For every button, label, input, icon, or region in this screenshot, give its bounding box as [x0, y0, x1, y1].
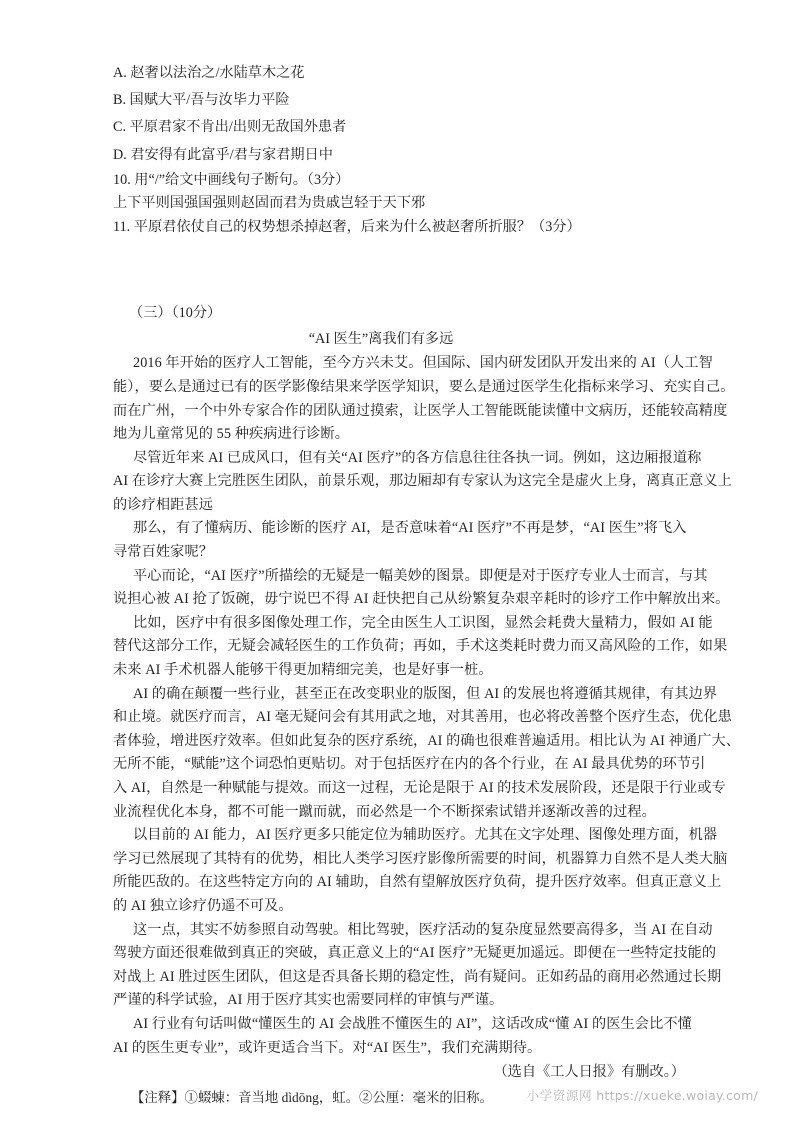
- paragraph-line: 和止境。就医疗而言，AI 毫无疑问会有其用武之地，对其善用，也必将改善整个医疗生态，优化患: [113, 709, 732, 726]
- paragraph-line: 所能匹敌的。在这些特定方向的 AI 辅助，自然有望解放医疗负荷，提升医疗效率。但真正意义上: [113, 874, 722, 891]
- choice-option-b: B. 国赋大平/吾与汝毕力平险: [113, 92, 290, 109]
- paragraph-1: [113, 352, 735, 446]
- watermark: [527, 1085, 758, 1104]
- footnote: 【注释】①蝃蝀：音当地 dìdōng，虹。②公厘：毫米的旧称。: [131, 1090, 493, 1106]
- choice-option-a: A. 赵奢以法治之/水陆草木之花: [113, 65, 305, 81]
- paragraph-line: 的诊疗相距甚远: [113, 496, 214, 513]
- article-title: “AI 医生”离我们有多远: [308, 331, 454, 348]
- paragraph-line: 无所不能，“赋能”这个词恐怕更贴切。对于包括医疗在内的各个行业，在 AI 最具优势的环节引: [113, 756, 706, 773]
- paragraph-line: 那么，有了懂病历、能诊断的医疗 AI，是否意味着“AI 医疗”不再是梦，“AI 医生”将飞入: [133, 520, 687, 537]
- source-attribution: （选自《工人日报》有删改。）: [493, 1064, 685, 1081]
- paragraph-line: 替代这部分工作，无疑会减轻医生的工作负荷；再如，手术这类耗时费力而又高风险的工作，如果: [113, 638, 728, 655]
- paragraph-line: 这一点，其实不妨参照自动驾驶。相比驾驶，医疗活动的复杂度显然要高得多，当 AI 在自动: [133, 921, 713, 938]
- paragraph-3: [113, 517, 689, 564]
- paragraph-line: 学习已然展现了其特有的优势，相比人类学习医疗影像所需要的时间，机器算力自然不是人类大脑: [113, 850, 728, 867]
- paragraph-line: 说担心被 AI 抢了饭碗，毋宁说巴不得 AI 赶快把自己从纷繁复杂艰辛耗时的诊疗工作中解放出来。: [113, 591, 730, 608]
- paragraph-line: 地为儿童常见的 55 种疾病进行诊断。: [113, 426, 349, 443]
- paragraph-line: 比如，医疗中有很多图像处理工作，完全由医生人工识图，显然会耗费大量精力，假如 AI 能: [133, 614, 713, 631]
- paragraph-9: [113, 1013, 692, 1060]
- paragraph-line: 而在广州，一个中外专家合作的团队通过摸索，让医学人工智能既能读懂中文病历，还能较高精度: [113, 402, 728, 419]
- question-10-passage: 上下平则国强国强则赵固而君为贵戚岂轻于天下邪: [113, 195, 426, 212]
- paragraph-4: [113, 565, 730, 612]
- paragraph-6: [113, 683, 741, 825]
- choice-option-d: D. 君安得有此富乎/君与家君期日中: [113, 146, 333, 163]
- paragraph-line: 未来 AI 手术机器人能够干得更加精细完美，也是好事一桩。: [113, 662, 493, 679]
- paragraph-line: AI 的确在颠覆一些行业，甚至正在改变职业的版图，但 AI 的发展也将遵循其规律，有其边界: [133, 685, 718, 702]
- paragraph-line: 驾驶方面还很难做到真正的突破，真正意义上的“AI 医疗”无疑更加遥远。即便在一些特定技能的: [113, 945, 717, 962]
- paragraph-line: 对战上 AI 胜过医生团队，但这是否具备长期的稳定性，尚有疑问。正如药品的商用必然通过长期: [113, 968, 722, 985]
- paragraph-line: 平心而论，“AI 医疗”所描绘的无疑是一幅美妙的图景。即便是对于医疗专业人士而言，与其: [133, 567, 708, 584]
- paragraph-line: 尽管近年来 AI 已成风口，但有关“AI 医疗”的各方信息往往各执一词。例如，这边厢报道称: [133, 449, 702, 466]
- choice-option-c: C. 平原君家不肯出/出则无敌国外患者: [113, 119, 347, 136]
- question-10-prompt: 10. 用“/”给文中画线句子断句。（3分）: [113, 171, 350, 188]
- paragraph-line: 寻常百姓家呢？: [113, 544, 214, 561]
- paragraph-line: 能），要么是通过已有的医学影像结果来学医学知识，要么是通过医学生化指标来学习、充实自己。: [113, 378, 735, 395]
- document-text-column: [113, 60, 741, 1110]
- paragraph-line: AI 在诊疗大赛上完胜医生团队，前景乐观，那边厢却有专家认为这完全是虚火上身，离真正意义上: [113, 473, 732, 490]
- question-11-prompt: 11. 平原君依仗自己的权势想杀掉赵奢，后来为什么被赵奢所折服？（3分）: [113, 218, 581, 235]
- paragraph-line: 严谨的科学试验，AI 用于医疗其实也需要同样的审慎与严谨。: [113, 992, 504, 1009]
- watermark-url: https://xueke.woiay.com/: [596, 1088, 758, 1103]
- choice-list: [113, 60, 689, 169]
- paragraph-8: [113, 919, 722, 1013]
- paragraph-2: [113, 447, 732, 518]
- paragraph-line: 的 AI 独立诊疗仍遥不可及。: [113, 897, 293, 914]
- paragraph-line: 以目前的 AI 能力，AI 医疗更多只能定位为辅助医疗。尤其在文字处理、图像处理方面，机器: [133, 827, 718, 844]
- paragraph-line: AI 的医生更专业”，或许更适合当下。对“AI 医生”，我们充满期待。: [113, 1039, 542, 1056]
- section-spacer: [113, 239, 689, 301]
- watermark-site-name: 小学资源网: [526, 1088, 593, 1103]
- paragraph-line: 业流程优化本身，都不可能一蹴而就，而必然是一个不断探索试错并逐渐改善的过程。: [113, 803, 656, 820]
- paragraph-5: [113, 612, 728, 683]
- paragraph-line: 入 AI，自然是一种赋能与提效。而这一过程，无论是限于 AI 的技术发展阶段，还是限于行业或专: [113, 780, 726, 796]
- paragraph-line: AI 行业有句话叫做“懂医生的 AI 会战胜不懂医生的 AI”，这话改成“懂 AI 的医生会比不懂: [133, 1015, 692, 1032]
- paragraph-line: 者体验，增进医疗效率。但如此复杂的医疗系统，AI 的确也很难普遍适用。相比认为 AI 神通广大、: [113, 732, 741, 749]
- paragraph-7: [113, 824, 728, 918]
- section-label: （三）（10分）: [129, 305, 222, 322]
- paragraph-line: 2016 年开始的医疗人工智能，至今方兴未艾。但国际、国内研发团队开发出来的 AI（人工智: [133, 355, 713, 372]
